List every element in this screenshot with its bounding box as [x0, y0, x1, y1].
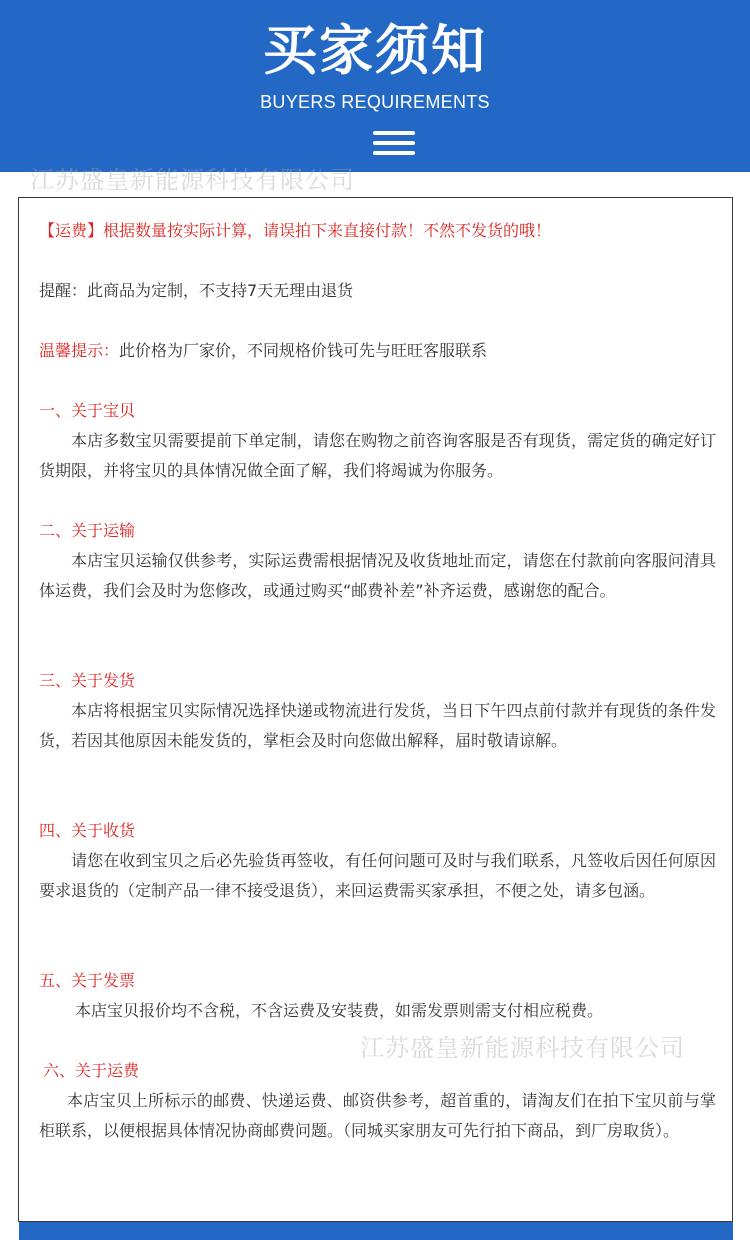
price-tip-label: 温馨提示： [39, 341, 120, 360]
watermark-text: 江苏盛皇新能源科技有限公司 [360, 1034, 685, 1062]
menu-icon[interactable] [373, 131, 415, 155]
shipping-fee-text: 根据数量按实际计算，请误拍下来直接付款！不然不发货的哦！ [103, 221, 552, 240]
section-heading-fees: 六、关于运费 [43, 1061, 140, 1080]
section-heading-item: 一、关于宝贝 [39, 401, 136, 420]
page-subtitle: BUYERS REQUIREMENTS [260, 92, 490, 112]
price-tip-text: 此价格为厂家价，不同规格价钱可先与旺旺客服联系 [119, 341, 488, 360]
section-body-item: 本店多数宝贝需要提前下单定制，请您在购物之前咨询客服是否有现货，需定货的确定好订货期限，并将宝贝的具体情况做全面了解，我们将竭诚为你服务。 [39, 431, 716, 480]
section-body-invoice: 本店宝贝报价均不含税，不含运费及安装费，如需发票则需支付相应税费。 [75, 1001, 604, 1020]
section-heading-delivery: 三、关于发货 [39, 671, 136, 690]
watermark-text: 江苏盛皇新能源科技有限公司 [30, 166, 355, 194]
shipping-fee-tag: 【运费】 [39, 221, 104, 240]
section-body-receipt: 请您在收到宝贝之后必先验货再签收，有任何问题可及时与我们联系，凡签收后因任何原因要求退货的（定制产品一律不接受退货），来回运费需买家承担，不便之处，请多包涵。 [39, 851, 716, 900]
section-heading-transport: 二、关于运输 [39, 521, 136, 540]
section-body-transport: 本店宝贝运输仅供参考，实际运费需根据情况及收货地址而定，请您在付款前向客服问清具体运费，我们会及时为您修改，或通过购买“邮费补差”补齐运费，感谢您的配合。 [39, 551, 716, 600]
header-banner [0, 0, 750, 172]
section-heading-invoice: 五、关于发票 [39, 971, 136, 990]
footer-bar [19, 1222, 733, 1240]
price-tip [39, 336, 719, 366]
section-body-delivery: 本店将根据宝贝实际情况选择快递或物流进行发货，当日下午四点前付款并有现货的条件发货，若因其他原因未能发货的，掌柜会及时向您做出解释，届时敬请谅解。 [39, 701, 716, 750]
shipping-fee-notice [39, 216, 719, 246]
notice-panel [18, 197, 733, 1222]
page-title: 买家须知 [263, 19, 487, 82]
section-body-fees: 本店宝贝上所标示的邮费、快递运费、邮资供参考，超首重的，请淘友们在拍下宝贝前与掌柜联系，以便根据具体情况协商邮费问题。（同城买家朋友可先行拍下商品，到厂房取货）。 [39, 1091, 716, 1140]
section-heading-receipt: 四、关于收货 [39, 821, 136, 840]
return-reminder: 提醒：此商品为定制，不支持7天无理由退货 [39, 281, 354, 300]
